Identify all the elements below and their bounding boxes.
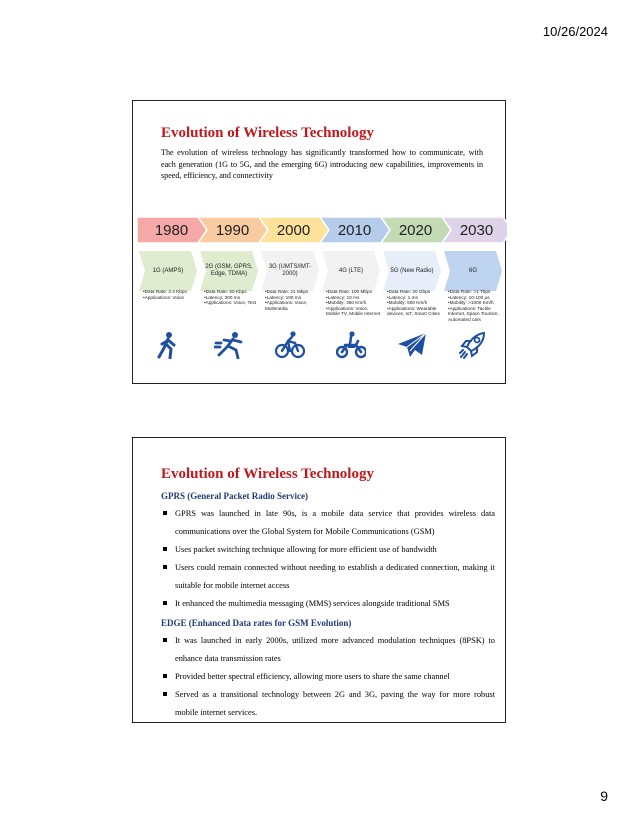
generation-label: 2G (GSM, GPRS, Edge, TDMA) bbox=[205, 264, 253, 277]
slide-title: Evolution of Wireless Technology bbox=[161, 466, 374, 482]
cyclist-icon bbox=[275, 331, 305, 359]
spec-item: •Data Rate: 2.4 Kbps bbox=[143, 289, 187, 294]
generation-box bbox=[383, 251, 441, 291]
year-arrow-1990 bbox=[198, 217, 268, 243]
spec-item: •Data Rate: 21 Mbps bbox=[265, 289, 309, 294]
spec-item: •Latency: 10-100 μs bbox=[448, 294, 490, 300]
rocket-icon bbox=[458, 331, 488, 359]
generation-label: 3G (UMTS/IMT-2000) bbox=[268, 264, 312, 277]
generation-spec-list bbox=[265, 289, 322, 311]
year-arrow-2010 bbox=[320, 217, 390, 243]
year-label: 1990 bbox=[215, 222, 250, 239]
spec-item: •Data Rate: 20 Gbps bbox=[387, 289, 431, 294]
generation-spec-list bbox=[448, 289, 505, 323]
edge-heading: EDGE (Enhanced Data rates for GSM Evolution) bbox=[161, 618, 352, 628]
generation-row bbox=[133, 251, 507, 291]
gprs-heading: GPRS (General Packet Radio Service) bbox=[161, 491, 308, 501]
walking-person-icon bbox=[153, 331, 183, 359]
year-arrow-2000 bbox=[259, 217, 329, 243]
generation-spec-list bbox=[143, 289, 200, 300]
spec-item: •Data Rate: 50 Kbps bbox=[204, 289, 247, 294]
gprs-bullet-list bbox=[161, 505, 495, 613]
generation-label: 1G (AMPS) bbox=[152, 267, 184, 274]
bullet-item: Users could remain connected without needing to establish a dedicated connection, making it suitable for mobile internet access bbox=[161, 559, 495, 595]
generation-box bbox=[200, 251, 258, 291]
generation-box bbox=[322, 251, 380, 291]
bullet-item: Uses packet switching technique allowing for more efficient use of bandwidth bbox=[161, 541, 495, 559]
bullet-item: GPRS was launched in late 90s, is a mobile data service that provides wireless data communications over the Global System for Mobile Communications (GSM) bbox=[161, 505, 495, 541]
generation-label: 4G (LTE) bbox=[338, 267, 364, 274]
page-number: 9 bbox=[600, 788, 608, 804]
generation-box bbox=[139, 251, 197, 291]
year-arrow-1980 bbox=[137, 217, 207, 243]
spec-item: •Applications: Wearable devices, IoT, Smart Cities bbox=[387, 305, 440, 317]
generation-label: 5G (New Radio) bbox=[390, 267, 434, 274]
bullet-item: It enhanced the multimedia messaging (MMS) services alongside traditional SMS bbox=[161, 595, 495, 613]
year-arrow-2030 bbox=[442, 217, 507, 243]
spec-item: •Applications: Voice, Text bbox=[204, 300, 257, 306]
bullet-item: Served as a transitional technology between 2G and 3G, paving the way for more robust mobile internet services. bbox=[161, 686, 495, 722]
running-person-icon bbox=[214, 331, 244, 359]
generation-label: 6G bbox=[468, 267, 477, 274]
spec-item: •Latency: 300 ms bbox=[204, 294, 241, 300]
spec-item: •Mobility: >1000 Km/h bbox=[448, 300, 494, 306]
year-label: 1980 bbox=[154, 222, 189, 239]
generation-spec-list bbox=[204, 289, 261, 306]
spec-item: •Data Rate: 100 Mbps bbox=[326, 289, 372, 294]
bullet-item: It was launched in early 2000s, utilized more advanced modulation techniques (8PSK) to enhance data transmission rates bbox=[161, 632, 495, 668]
motorcycle-icon bbox=[336, 331, 366, 359]
year-label: 2010 bbox=[337, 222, 372, 239]
spec-item: •Data Rate: >1 Tbps bbox=[448, 289, 491, 294]
spec-item: •Mobility: 500 Km/h bbox=[387, 300, 428, 306]
spec-item: •Applications: Voice, Mobile TV, Mobile Internet bbox=[326, 305, 381, 317]
spec-item: •Applications: Tactile Internet, Space Tourism, Automated cars bbox=[448, 305, 499, 322]
generation-box bbox=[444, 251, 502, 291]
spec-item: •Applications: Voice, Multimedia bbox=[265, 300, 308, 311]
slide-title: Evolution of Wireless Technology bbox=[161, 125, 374, 141]
spec-item: •Applications: Voice bbox=[143, 294, 184, 300]
generation-spec-list bbox=[387, 289, 444, 317]
slide-timeline bbox=[132, 100, 506, 384]
year-arrow-2020 bbox=[381, 217, 451, 243]
header-date: 10/26/2024 bbox=[542, 24, 608, 39]
generation-box bbox=[261, 251, 319, 291]
slide-intro-text: The evolution of wireless technology has significantly transformed how to communicate, with each generation (1G to 5G, and the emerging 6G) introducing new capabilities, improvements in speed, efficiency, and connectivity bbox=[161, 148, 483, 180]
edge-bullet-list bbox=[161, 632, 495, 722]
bullet-item: Provided better spectral efficiency, allowing more users to share the same channel bbox=[161, 668, 495, 686]
spec-item: •Latency: 1 ms bbox=[387, 294, 418, 300]
spec-item: •Mobility: 350 Km/h bbox=[326, 300, 367, 306]
year-label: 2020 bbox=[398, 222, 433, 239]
spec-item: •Latency: 100 ms bbox=[265, 294, 302, 300]
year-timeline-arrows bbox=[133, 217, 507, 243]
year-label: 2030 bbox=[459, 222, 494, 239]
paper-plane-icon bbox=[397, 331, 427, 359]
spec-item: •Latency: 10 ms bbox=[326, 294, 360, 300]
year-label: 2000 bbox=[276, 222, 311, 239]
generation-spec-list bbox=[326, 289, 383, 317]
slide-gprs-edge bbox=[132, 437, 506, 723]
